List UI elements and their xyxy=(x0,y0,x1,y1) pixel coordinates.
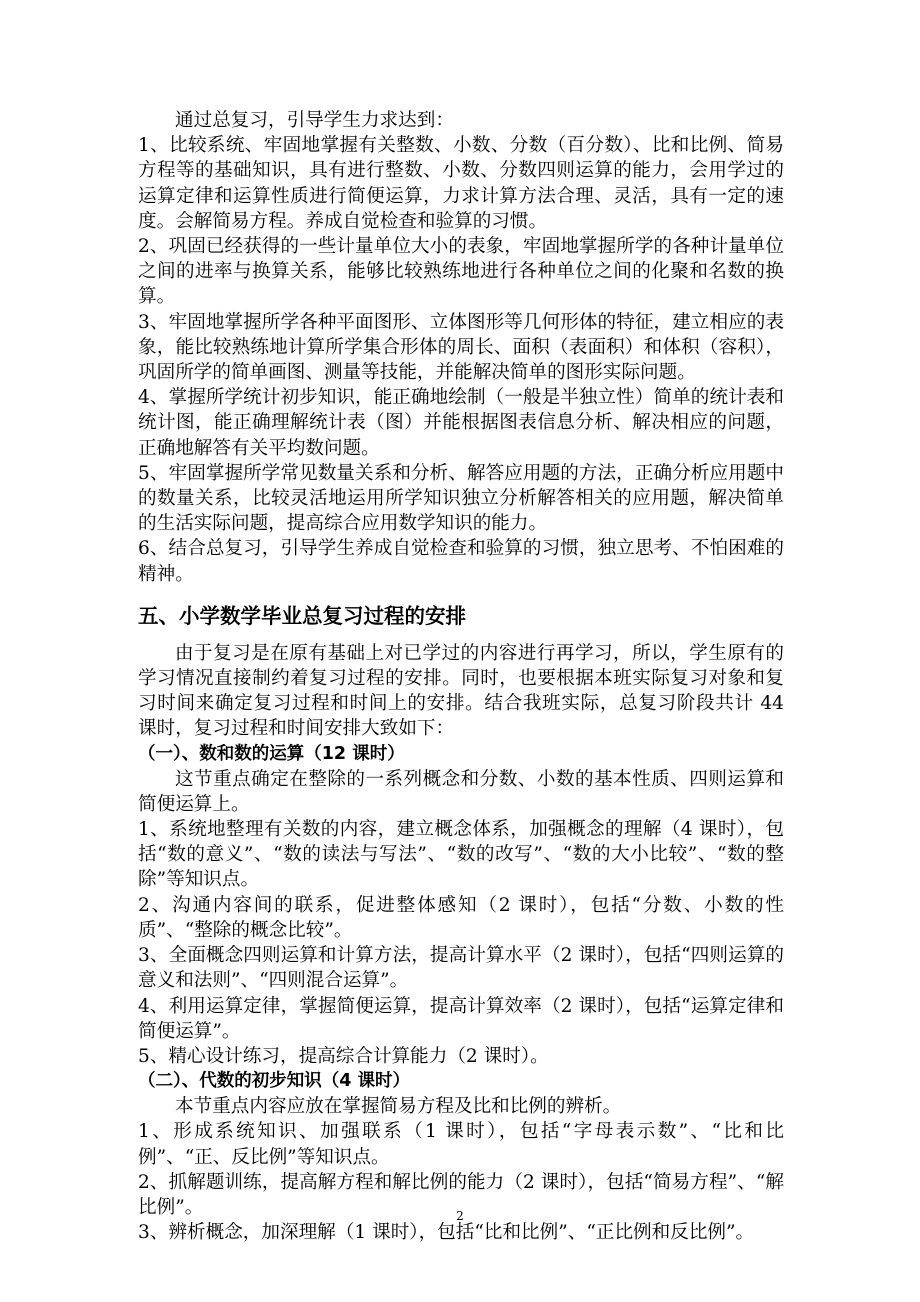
goal-item-5: 5、牢固掌握所学常见数量关系和分析、解答应用题的方法，正确分析应用题中的数量关系，比较灵活地运用所学知识独立分析解答相关的应用题，解决简单的生活实际问题，提高综合应用数学知识的能力。 xyxy=(138,462,784,535)
section-five-intro: 由于复习是在原有基础上对已学过的内容进行再学习，所以，学生原有的学习情况直接制约着复习过程的安排。同时，也要根据本班实际复习对象和复习时间来确定复习过程和时间上的安排。结合我班实际，总复习阶段共计 44 课时，复习过程和时间安排大致如下： xyxy=(138,642,784,740)
subsection-heading-one: （一）、数和数的运算（12 课时） xyxy=(138,743,405,764)
subsection-one-item-5: 5、精心设计练习，提高综合计算能力（2 课时）。 xyxy=(138,1045,549,1067)
subsection-one-item-1: 1、系统地整理有关数的内容，建立概念体系，加强概念的理解（4 课时），包括“数的意义”、“数的读法与写法”、“数的改写”、“数的大小比较”、“数的整除”等知识点。 xyxy=(138,819,784,891)
subsection-one-intro: 这节重点确定在整除的一系列概念和分数、小数的基本性质、四则运算和简便运算上。 xyxy=(138,768,784,815)
document-page xyxy=(138,108,784,1245)
goal-item-4: 4、掌握所学统计初步知识，能正确地绘制（一般是半独立性）简单的统计表和统计图，能正确理解统计表（图）并能根据图表信息分析、解决相应的问题，正确地解答有关平均数问题。 xyxy=(138,387,784,459)
goal-item-2: 2、巩固已经获得的一些计量单位大小的表象，牢固地掌握所学的各种计量单位之间的进率与换算关系，能够比较熟练地进行各种单位之间的化聚和名数的换算。 xyxy=(138,236,784,308)
subsection-two-intro: 本节重点内容应放在掌握简易方程及比和比例的辨析。 xyxy=(175,1096,622,1118)
subsection-two-item-1: 1、形成系统知识、加强联系（1 课时），包括“字母表示数”、“比和比例”、“正、反比例”等知识点。 xyxy=(138,1121,784,1168)
goal-item-1: 1、比较系统、牢固地掌握有关整数、小数、分数（百分数）、比和比例、简易方程等的基础知识，具有进行整数、小数、分数四则运算的能力，会用学过的运算定律和运算性质进行简便运算，力求计算方法合理、灵活，具有一定的速度。会解简易方程。养成自觉检查和验算的习惯。 xyxy=(138,135,784,232)
subsection-two-item-3: 3、辨析概念，加深理解（1 课时），包括“比和比例”、“正比例和反比例”。 xyxy=(138,1222,755,1244)
subsection-one-item-2: 2、沟通内容间的联系，促进整体感知（2 课时），包括“分数、小数的性质”、“整除的概念比较”。 xyxy=(138,894,784,941)
subsection-one-item-4: 4、利用运算定律，掌握简便运算，提高计算效率（2 课时），包括“运算定律和简便运算”。 xyxy=(138,995,784,1042)
intro-paragraph: 通过总复习，引导学生力求达到： xyxy=(175,110,454,131)
goal-item-6: 6、结合总复习，引导学生养成自觉检查和验算的习惯，独立思考、不怕困难的精神。 xyxy=(138,538,784,585)
subsection-heading-two: （二）、代数的初步知识（4 课时） xyxy=(138,1071,411,1092)
subsection-one-item-3: 3、全面概念四则运算和计算方法，提高计算水平（2 课时），包括“四则运算的意义和法则”、“四则混合运算”。 xyxy=(138,945,784,992)
subsection-two-item-2: 2、抓解题训练，提高解方程和解比例的能力（2 课时），包括“简易方程”、“解比例”。 xyxy=(138,1171,784,1218)
section-heading-five: 五、小学数学毕业总复习过程的安排 xyxy=(138,603,466,628)
goal-item-3: 3、牢固地掌握所学各种平面图形、立体图形等几何形体的特征，建立相应的表象，能比较熟练地计算所学集合形体的周长、面积（表面积）和体积（容积），巩固所学的简单画图、测量等技能，并能解决简单的图形实际问题。 xyxy=(138,311,784,384)
page-number: 2 xyxy=(456,1209,464,1223)
